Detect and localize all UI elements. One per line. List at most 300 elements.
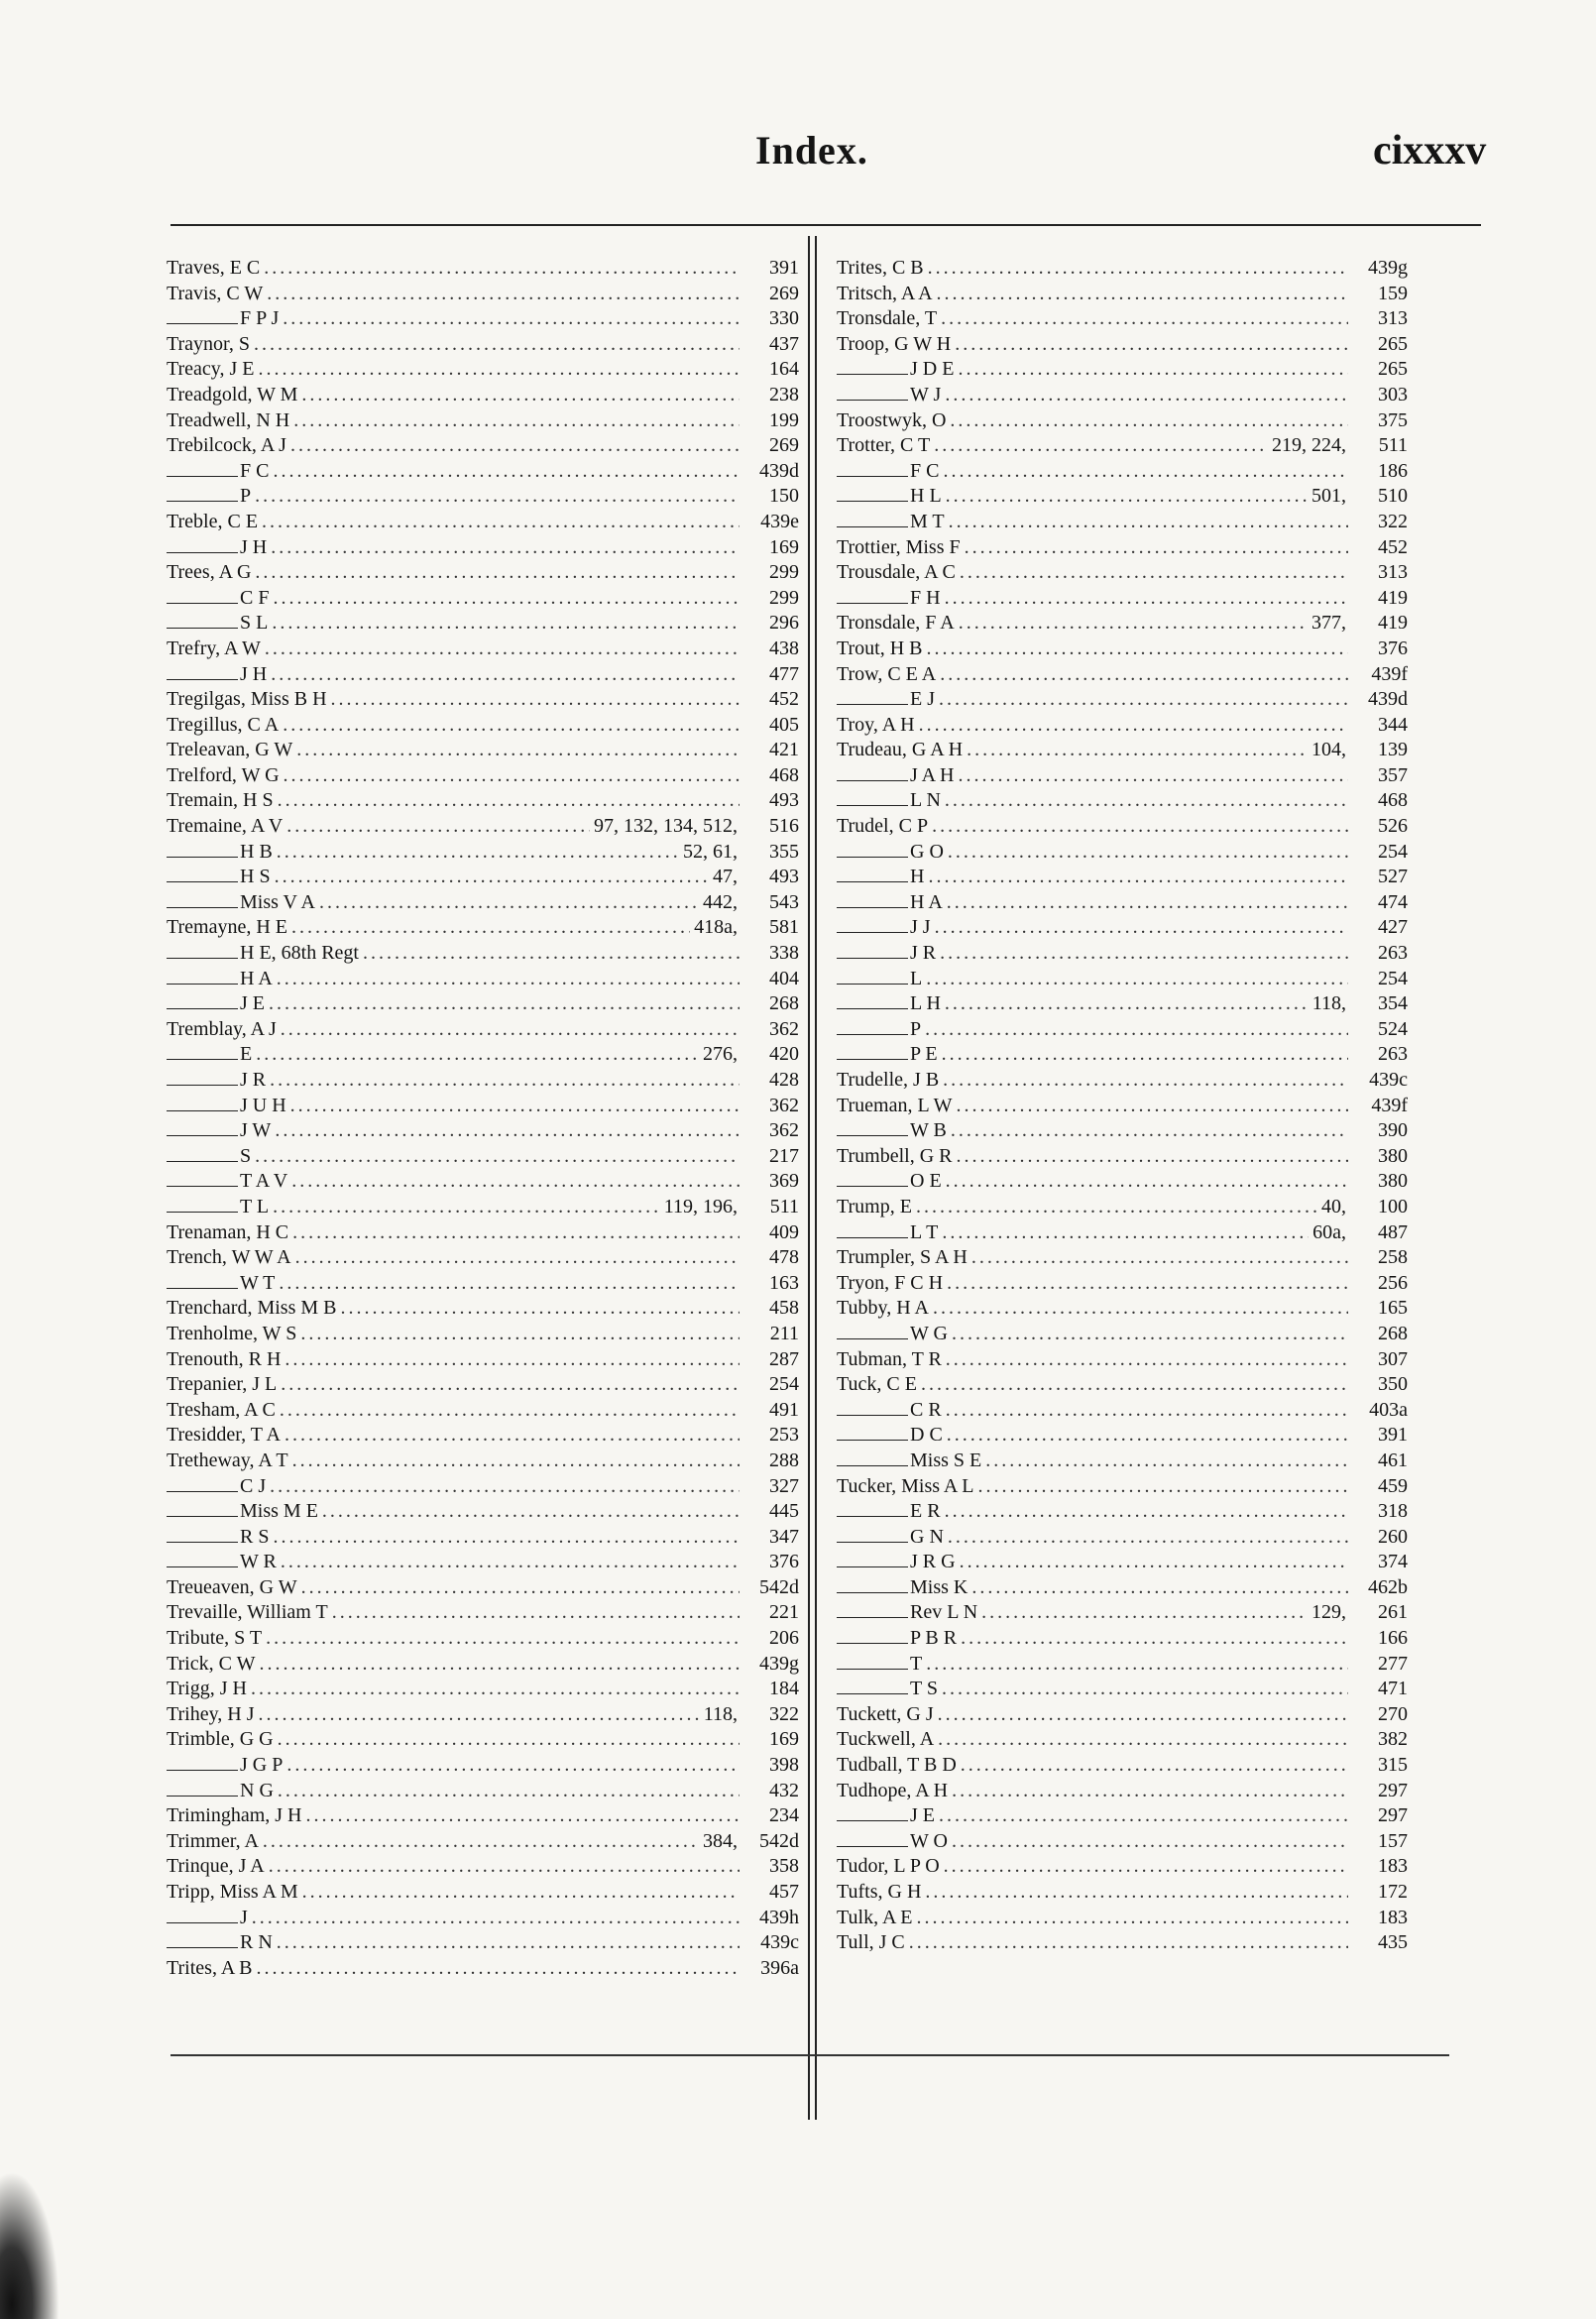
entry-name: W G (910, 1322, 948, 1344)
index-entry (167, 1372, 799, 1398)
index-entry (837, 738, 1408, 763)
entry-page: 542d (759, 1829, 799, 1852)
index-entry (837, 1322, 1408, 1347)
ditto-dash (167, 969, 238, 985)
dot-leader (940, 941, 1348, 967)
dot-leader (961, 1753, 1348, 1779)
entry-page: 487 (1378, 1220, 1408, 1243)
index-entry (167, 1779, 799, 1804)
index-entry (167, 282, 799, 307)
dot-leader (945, 586, 1348, 612)
dot-leader (947, 1423, 1348, 1449)
entry-name: T S (910, 1678, 938, 1700)
entry-name: Trudelle, J B (837, 1069, 940, 1091)
entry-name: Tuck, C E (837, 1373, 917, 1396)
entry-name: Tribute, S T (167, 1627, 263, 1650)
entry-name: Trotter, C T (837, 434, 931, 457)
index-entry (167, 890, 799, 916)
index-entry (167, 1144, 799, 1170)
ditto-dash (167, 1096, 238, 1111)
index-entry (837, 1245, 1408, 1271)
entry-name: Trefry, A W (167, 637, 261, 659)
entry-page: 269 (769, 282, 799, 304)
index-entry (837, 383, 1408, 408)
entry-name: Tryon, F C H (837, 1271, 944, 1294)
index-entry (837, 1652, 1408, 1678)
dot-leader (952, 1779, 1348, 1804)
dot-leader (306, 1803, 740, 1829)
ditto-dash (837, 943, 908, 959)
entry-page: 258 (1378, 1246, 1408, 1269)
entry-name: Tresham, A C (167, 1398, 276, 1421)
index-entry (837, 1398, 1408, 1424)
entry-name: Trout, H B (837, 637, 923, 659)
entry-name: Troy, A H (837, 713, 915, 736)
entry-name: M T (910, 510, 945, 532)
entry-page: 439h (759, 1906, 799, 1928)
entry-page: 139 (1378, 739, 1408, 761)
entry-name: Troop, G W H (837, 332, 952, 355)
entry-name: F C (240, 459, 270, 482)
dot-leader (917, 1906, 1348, 1931)
entry-name: H A (910, 890, 943, 913)
entry-name: Travis, C W (167, 282, 264, 304)
entry-name: Tubman, T R (837, 1347, 942, 1370)
dot-leader (269, 1854, 740, 1880)
entry-extra-pages: 52, 61, (683, 840, 738, 863)
dot-leader (363, 941, 740, 967)
entry-name: Treleavan, G W (167, 739, 293, 761)
entry-name: Tubby, H A (837, 1297, 929, 1320)
entry-name: L (910, 967, 923, 989)
index-entry (167, 1956, 799, 1982)
entry-page: 524 (1378, 1017, 1408, 1040)
dot-leader (942, 1042, 1348, 1068)
dot-leader (285, 1423, 740, 1449)
entry-page: 439c (1369, 1069, 1408, 1091)
dot-leader (938, 1727, 1348, 1753)
dot-leader (290, 1094, 740, 1119)
index-entry (167, 1398, 799, 1424)
entry-page: 362 (769, 1017, 799, 1040)
entry-page: 254 (769, 1373, 799, 1396)
entry-name: Treble, C E (167, 510, 259, 532)
entry-name: W O (910, 1829, 948, 1852)
entry-page: 299 (769, 561, 799, 584)
entry-page: 477 (769, 662, 799, 685)
entry-page: 277 (1378, 1652, 1408, 1675)
dot-leader (271, 535, 740, 561)
dot-leader (286, 814, 590, 840)
entry-name: C F (240, 586, 270, 609)
entry-page: 427 (1378, 916, 1408, 939)
entry-name: H (910, 866, 925, 888)
ditto-dash (167, 1781, 238, 1797)
entry-name: Trumpler, S A H (837, 1246, 968, 1269)
entry-name: L N (910, 789, 941, 812)
entry-name: Trites, C B (837, 257, 924, 279)
entry-page: 254 (1378, 967, 1408, 989)
entry-page: 471 (1378, 1678, 1408, 1700)
dot-leader (259, 357, 740, 383)
ditto-dash (837, 1120, 908, 1136)
dot-leader (252, 1906, 740, 1931)
index-entry (167, 1880, 799, 1906)
page-number: cixxxv (1373, 128, 1487, 174)
dot-leader (967, 738, 1308, 763)
dot-leader (290, 433, 740, 459)
entry-extra-pages: 377, (1311, 612, 1346, 635)
index-entry (167, 433, 799, 459)
index-entry (837, 586, 1408, 612)
entry-page: 375 (1378, 408, 1408, 431)
ditto-dash (837, 1831, 908, 1847)
entry-name: Tuckett, G J (837, 1702, 934, 1725)
entry-page: 462b (1368, 1575, 1408, 1598)
dot-leader (946, 1347, 1348, 1373)
ditto-dash (837, 1628, 908, 1644)
entry-page: 516 (769, 815, 799, 838)
entry-name: J H (240, 662, 268, 685)
entry-page: 234 (769, 1804, 799, 1827)
dot-leader (985, 1449, 1348, 1474)
entry-page: 404 (769, 967, 799, 989)
dot-leader (946, 1398, 1348, 1424)
entry-page: 322 (1378, 510, 1408, 532)
entry-name: H L (910, 485, 942, 508)
dot-leader (322, 1499, 740, 1525)
dot-leader (270, 1474, 740, 1500)
index-entry (837, 1296, 1408, 1322)
index-entry (837, 1372, 1408, 1398)
ditto-dash (837, 1577, 908, 1593)
ditto-dash (167, 1197, 238, 1213)
index-entry (167, 256, 799, 282)
entry-page: 261 (1378, 1601, 1408, 1624)
index-entry (167, 814, 799, 840)
index-entry (837, 1347, 1408, 1373)
entry-name: N G (240, 1779, 274, 1801)
entry-name: Tritsch, A A (837, 282, 933, 304)
dot-leader (958, 357, 1348, 383)
entry-page: 439d (1368, 688, 1408, 711)
dot-leader (285, 1347, 740, 1373)
entry-page: 263 (1378, 942, 1408, 965)
ditto-dash (837, 1324, 908, 1339)
index-entry (837, 535, 1408, 561)
entry-page: 380 (1378, 1170, 1408, 1193)
entry-name: Trihey, H J (167, 1702, 255, 1725)
index-entry (167, 840, 799, 866)
entry-name: Tuckwell, A (837, 1728, 935, 1751)
dot-leader (279, 1271, 740, 1297)
index-entry (837, 1600, 1408, 1626)
index-entry (837, 433, 1408, 459)
entry-page: 478 (769, 1246, 799, 1269)
entry-name: J E (240, 992, 265, 1015)
entry-name: G N (910, 1525, 944, 1548)
index-entry (167, 1575, 799, 1601)
entry-name: Trottier, Miss F (837, 535, 961, 558)
entry-page: 405 (769, 713, 799, 736)
ditto-dash (837, 1679, 908, 1694)
entry-page: 527 (1378, 866, 1408, 888)
entry-page: 157 (1378, 1829, 1408, 1852)
entry-name: Tulk, A E (837, 1906, 913, 1928)
ditto-dash (837, 486, 908, 502)
entry-name: J G P (240, 1754, 284, 1777)
index-entry (167, 586, 799, 612)
entry-page: 265 (1378, 358, 1408, 381)
entry-page: 437 (769, 332, 799, 355)
entry-page: 474 (1378, 890, 1408, 913)
entry-page: 432 (769, 1779, 799, 1801)
top-rule (171, 224, 1481, 226)
dot-leader (273, 586, 740, 612)
entry-page: 263 (1378, 1043, 1408, 1066)
dot-leader (928, 865, 1348, 890)
index-entry (167, 713, 799, 739)
dot-leader (275, 1118, 740, 1144)
dot-leader (943, 459, 1348, 485)
entry-name: Tronsdale, F A (837, 612, 955, 635)
index-entry (167, 1829, 799, 1855)
dot-leader (940, 662, 1348, 688)
dot-leader (928, 256, 1348, 282)
index-entry (837, 1779, 1408, 1804)
entry-name: Trimble, G G (167, 1728, 274, 1751)
dot-leader (319, 890, 699, 916)
dot-leader (301, 383, 740, 408)
dot-leader (958, 763, 1348, 789)
entry-name: Trench, W W A (167, 1246, 291, 1269)
index-entry (837, 306, 1408, 332)
ditto-dash (167, 1146, 238, 1162)
entry-name: Trenchard, Miss M B (167, 1297, 337, 1320)
entry-name: Tregilgas, Miss B H (167, 688, 327, 711)
dot-leader (255, 560, 740, 586)
entry-page: 163 (769, 1271, 799, 1294)
index-entry (167, 1854, 799, 1880)
entry-name: Tronsdale, T (837, 307, 938, 330)
index-entry (837, 459, 1408, 485)
entry-page: 362 (769, 1119, 799, 1142)
dot-leader (926, 1652, 1348, 1678)
dot-leader (948, 1525, 1348, 1551)
index-entry (167, 510, 799, 535)
entry-page: 183 (1378, 1855, 1408, 1878)
index-entry (167, 1068, 799, 1094)
entry-name: F P J (240, 307, 280, 330)
ditto-dash (837, 765, 908, 781)
ditto-dash (837, 1425, 908, 1441)
entry-page: 419 (1378, 612, 1408, 635)
dot-leader (266, 1626, 740, 1652)
index-entry (837, 560, 1408, 586)
dot-leader (281, 1017, 740, 1043)
dot-leader (943, 1068, 1348, 1094)
index-entry (167, 357, 799, 383)
dot-leader (256, 1042, 699, 1068)
ditto-dash (837, 1171, 908, 1187)
entry-page: 459 (1378, 1474, 1408, 1497)
entry-page: 445 (769, 1500, 799, 1523)
entry-page: 184 (769, 1678, 799, 1700)
entry-name: Trebilcock, A J (167, 434, 286, 457)
entry-page: 398 (769, 1754, 799, 1777)
entry-extra-pages: 104, (1311, 739, 1346, 761)
index-entry (837, 357, 1408, 383)
index-entry (837, 1727, 1408, 1753)
entry-page: 419 (1378, 586, 1408, 609)
index-entry (837, 1474, 1408, 1500)
entry-name: Rev L N (910, 1601, 978, 1624)
entry-name: J R G (910, 1551, 956, 1573)
index-entry (167, 535, 799, 561)
entry-page: 457 (769, 1881, 799, 1903)
dot-leader (942, 1220, 1309, 1246)
entry-page: 318 (1378, 1500, 1408, 1523)
entry-page: 511 (1378, 434, 1408, 457)
index-entry (837, 967, 1408, 992)
entry-name: J A H (910, 763, 955, 786)
index-entry (167, 1118, 799, 1144)
entry-page: 439e (760, 510, 799, 532)
index-entry (837, 890, 1408, 916)
ditto-dash (167, 1552, 238, 1567)
entry-name: Tudball, T B D (837, 1754, 957, 1777)
index-entry (837, 1068, 1408, 1094)
entry-name: Trudeau, G A H (837, 739, 964, 761)
index-entry (837, 1550, 1408, 1575)
entry-page: 526 (1378, 815, 1408, 838)
index-entry (167, 1245, 799, 1271)
entry-page: 217 (769, 1144, 799, 1167)
index-entry (167, 1195, 799, 1220)
page-edge-shadow (0, 2171, 59, 2319)
entry-name: J J (910, 916, 931, 939)
entry-name: D C (910, 1424, 943, 1447)
dot-leader (277, 840, 679, 866)
dot-leader (341, 1296, 741, 1322)
dot-leader (273, 1195, 660, 1220)
index-entry (167, 1550, 799, 1575)
index-entry (837, 1829, 1408, 1855)
entry-name: L H (910, 992, 941, 1015)
ditto-dash (167, 943, 238, 959)
dot-leader (965, 535, 1348, 561)
entry-page: 303 (1378, 383, 1408, 406)
entry-name: H A (240, 967, 273, 989)
index-entry (167, 332, 799, 358)
entry-page: 439f (1371, 662, 1408, 685)
index-entry (837, 991, 1408, 1017)
entry-page: 322 (769, 1702, 799, 1725)
dot-leader (301, 1575, 740, 1601)
entry-page: 269 (769, 434, 799, 457)
entry-name: H S (240, 866, 271, 888)
index-entry (167, 1042, 799, 1068)
dot-leader (264, 256, 740, 282)
dot-leader (934, 433, 1268, 459)
index-entry (837, 865, 1408, 890)
dot-leader (919, 713, 1348, 739)
index-entry (167, 1499, 799, 1525)
ditto-dash (167, 308, 238, 324)
dot-leader (293, 408, 740, 434)
index-entry (167, 687, 799, 713)
dot-leader (255, 1144, 740, 1170)
index-entry (167, 941, 799, 967)
dot-leader (281, 1550, 740, 1575)
entry-name: W J (910, 383, 942, 406)
index-entry (167, 967, 799, 992)
entry-page: 287 (769, 1347, 799, 1370)
entry-name: J U H (240, 1094, 286, 1116)
entry-name: Tresidder, T A (167, 1424, 281, 1447)
entry-page: 169 (769, 535, 799, 558)
ditto-dash (837, 1602, 908, 1618)
ditto-dash (167, 664, 238, 680)
entry-extra-pages: 47, (713, 866, 738, 888)
entry-page: 458 (769, 1297, 799, 1320)
dot-leader (251, 1677, 740, 1702)
dot-leader (947, 1271, 1348, 1297)
dot-leader (265, 637, 740, 662)
entry-name: Trepanier, J L (167, 1373, 278, 1396)
dot-leader (981, 1600, 1308, 1626)
entry-page: 510 (1378, 485, 1408, 508)
entry-name: Trenholme, W S (167, 1322, 297, 1344)
dot-leader (959, 611, 1308, 637)
entry-page: 362 (769, 1094, 799, 1116)
dot-leader (945, 991, 1309, 1017)
entry-page: 542d (759, 1575, 799, 1598)
entry-page: 199 (769, 408, 799, 431)
index-entry (167, 1474, 799, 1500)
dot-leader (948, 840, 1348, 866)
entry-name: J E (910, 1804, 935, 1827)
entry-page: 150 (769, 485, 799, 508)
entry-name: Tremayne, H E (167, 916, 288, 939)
entry-page: 420 (769, 1043, 799, 1066)
dot-leader (257, 1956, 740, 1982)
entry-name: C R (910, 1398, 942, 1421)
index-entry (837, 408, 1408, 434)
entry-page: 357 (1378, 763, 1408, 786)
ditto-dash (837, 867, 908, 882)
dot-leader (273, 459, 740, 485)
entry-name: S (240, 1144, 252, 1167)
index-entry (837, 1449, 1408, 1474)
entry-page: 164 (769, 358, 799, 381)
ditto-dash (837, 1019, 908, 1035)
dot-leader (935, 915, 1348, 941)
entry-name: O E (910, 1170, 942, 1193)
entry-name: Miss K (910, 1575, 969, 1598)
index-entry (837, 1702, 1408, 1728)
entry-page: 186 (1378, 459, 1408, 482)
entry-page: 254 (1378, 840, 1408, 863)
entry-name: R S (240, 1525, 270, 1548)
dot-leader (259, 1652, 740, 1678)
ditto-dash (167, 1908, 238, 1923)
dot-leader (300, 1322, 740, 1347)
entry-name: Troostwyk, O (837, 408, 947, 431)
dot-leader (267, 282, 740, 307)
index-entry (837, 1423, 1408, 1449)
entry-name: J H (240, 535, 268, 558)
